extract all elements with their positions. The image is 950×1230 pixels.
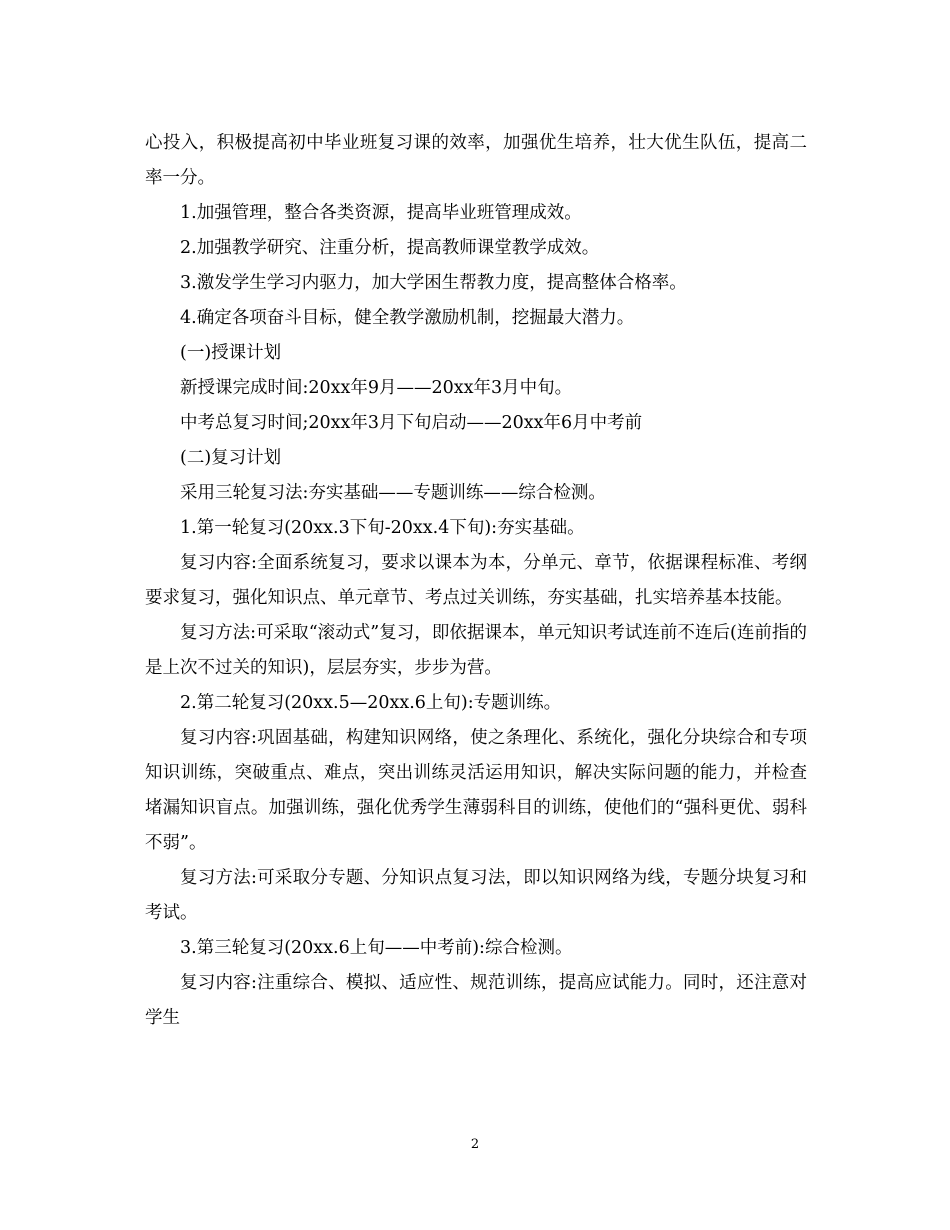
paragraph-4: 3.激发学生学习内驱力，加大学困生帮教力度，提高整体合格率。 bbox=[180, 273, 687, 293]
paragraph-7: 新授课完成时间:20xx年9月——20xx年3月中旬。 bbox=[180, 378, 573, 398]
section-heading-review-plan: (二)复习计划 bbox=[180, 448, 282, 468]
paragraph-16: 复习方法:可采取分专题、分知识点复习法，即以知识网络为线，专题分块复习和考试。 bbox=[145, 868, 807, 923]
paragraph-11: 1.第一轮复习(20xx.3下旬-20xx.4下旬):夯实基础。 bbox=[180, 518, 585, 538]
paragraph-14: 2.第二轮复习(20xx.5—20xx.6上旬):专题训练。 bbox=[180, 693, 562, 713]
page-number: 2 bbox=[470, 1137, 480, 1152]
paragraph-8: 中考总复习时间;20xx年3月下旬启动——20xx年6月中考前 bbox=[180, 413, 643, 433]
section-heading-teaching-plan: (一)授课计划 bbox=[180, 343, 282, 363]
paragraph-13: 复习方法:可采取“滚动式”复习，即依据课本，单元知识考试连前不连后(连前指的是上次不过关的知识)，层层夯实，步步为营。 bbox=[145, 623, 807, 678]
paragraph-3: 2.加强教学研究、注重分析，提高教师课堂教学成效。 bbox=[180, 238, 600, 258]
paragraph-1: 心投入，积极提高初中毕业班复习课的效率，加强优生培养，壮大优生队伍，提高二率一分。 bbox=[145, 133, 807, 188]
document-body bbox=[145, 126, 807, 1036]
paragraph-10: 采用三轮复习法:夯实基础——专题训练——综合检测。 bbox=[180, 483, 606, 503]
paragraph-2: 1.加强管理，整合各类资源，提高毕业班管理成效。 bbox=[180, 203, 582, 223]
paragraph-12: 复习内容:全面系统复习，要求以课本为本，分单元、章节，依据课程标准、考纲要求复习，强化知识点、单元章节、考点过关训练，夯实基础，扎实培养基本技能。 bbox=[145, 553, 807, 608]
paragraph-18: 复习内容:注重综合、模拟、适应性、规范训练，提高应试能力。同时，还注意对学生 bbox=[145, 973, 807, 1028]
paragraph-17: 3.第三轮复习(20xx.6上旬——中考前):综合检测。 bbox=[180, 938, 573, 958]
paragraph-5: 4.确定各项奋斗目标，健全教学激励机制，挖掘最大潜力。 bbox=[180, 308, 635, 328]
paragraph-15: 复习内容:巩固基础，构建知识网络，使之条理化、系统化，强化分块综合和专项知识训练，突破重点、难点，突出训练灵活运用知识，解决实际问题的能力，并检查堵漏知识盲点。加强训练，强化优秀学生薄弱科目的训练，使他们的“强科更优、弱科不弱”。 bbox=[145, 728, 807, 853]
